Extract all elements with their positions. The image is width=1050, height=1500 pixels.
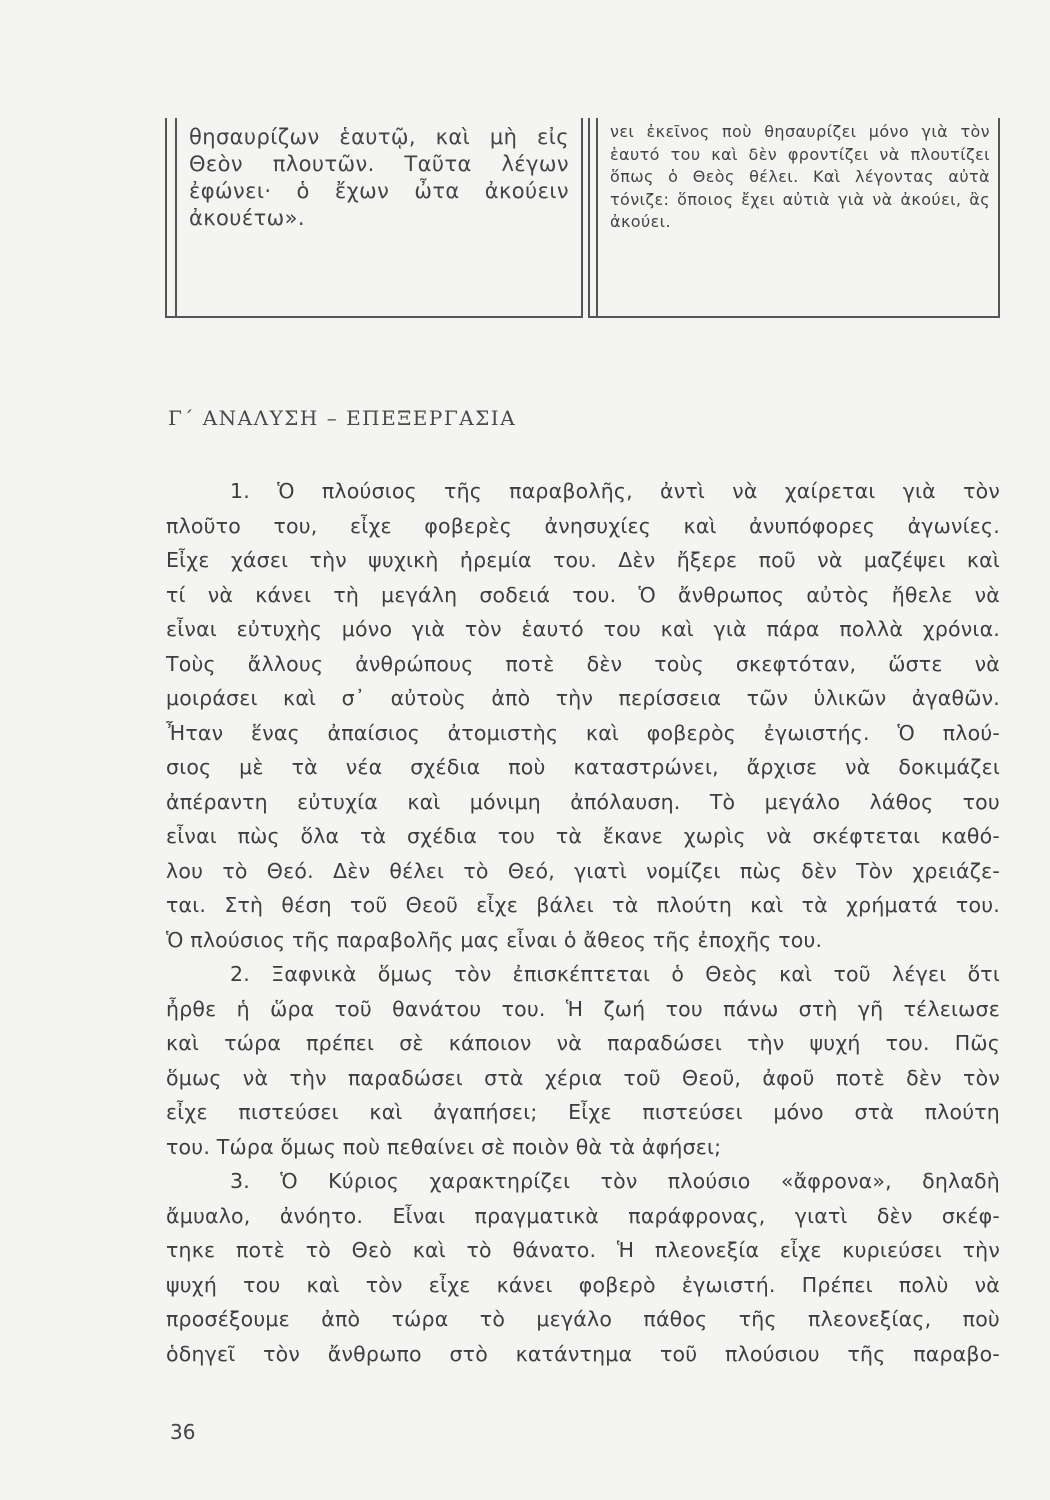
text-line: του. Τώρα ὅμως ποὺ πεθαίνει σὲ ποιὸν θὰ τὰ ἀφήσει; — [166, 1134, 722, 1159]
text-line: εἶχε πιστεύσει καὶ ἀγαπήσει; Εἶχε πιστεύσει μόνο στὰ πλούτη — [166, 1100, 1000, 1124]
right-column-text: νει ἐκεῖνος ποὺ θησαυρίζει μόνο γιὰ τὸν ἑαυτό του καὶ δὲν φροντίζει νὰ πλουτίζει ὅπως ὁ Θεὸς θέλει. Καὶ λέγοντας αὐτὰ τόνιζε: ὅποιος ἔχει αὐτιὰ γιὰ νὰ ἀκούει, ἂς ἀκούει. — [610, 122, 990, 231]
text-line: λου τὸ Θεό. Δὲν θέλει τὸ Θεό, γιατὶ νομίζει πὼς δὲν Τὸν χρειάζε- — [166, 858, 1000, 883]
text-line: τηκε ποτὲ τὸ Θεὸ καὶ τὸ θάνατο. Ἡ πλεονεξία εἶχε κυριεύσει τὴν — [166, 1238, 1000, 1262]
text-line: ἄμυαλο, ἀνόητο. Εἶναι πραγματικὰ παράφρονας, γιατὶ δὲν σκέφ- — [166, 1203, 1000, 1228]
text-line: 1. Ὁ πλούσιος τῆς παραβολῆς, ἀντὶ νὰ χαίρεται γιὰ τὸν — [230, 479, 1000, 503]
text-line: προσέξουμε ἀπὸ τώρα τὸ μεγάλο πάθος τῆς πλεονεξίας, ποὺ — [166, 1307, 1000, 1331]
text-line: εἶναι εὐτυχὴς μόνο γιὰ τὸν ἑαυτό του καὶ γιὰ πάρα πολλὰ χρόνια. — [166, 617, 1000, 641]
page-number: 36 — [170, 1420, 196, 1444]
text-line: ται. Στὴ θέση τοῦ Θεοῦ εἶχε βάλει τὰ πλούτη καὶ τὰ χρήματά του. — [166, 893, 1000, 917]
text-line: εἶναι πὼς ὅλα τὰ σχέδια του τὰ ἔκανε χωρὶς νὰ σκέφτεται καθό- — [166, 824, 1000, 848]
text-line: Ἦταν ἕνας ἀπαίσιος ἀτομιστὴς καὶ φοβερὸς ἐγωιστής. Ὁ πλού- — [166, 720, 1000, 745]
text-line: ἦρθε ἡ ὥρα τοῦ θανάτου του. Ἡ ζωή του πάνω στὴ γῆ τέλειωσε — [166, 996, 1000, 1021]
text-line: καὶ τώρα πρέπει σὲ κάποιον νὰ παραδώσει τὴν ψυχή του. Πῶς — [166, 1031, 1000, 1055]
text-line: πλοῦτο του, εἶχε φοβερὲς ἀνησυχίες καὶ ἀνυπόφορες ἀγωνίες. — [166, 513, 1000, 538]
text-line: ἀπέραντη εὐτυχία καὶ μόνιμη ἀπόλαυση. Τὸ μεγάλο λάθος του — [166, 789, 1000, 814]
text-line: ὅμως νὰ τὴν παραδώσει στὰ χέρια τοῦ Θεοῦ, ἀφοῦ ποτὲ δὲν τὸν — [166, 1065, 1000, 1090]
text-line: μοιράσει καὶ σ᾽ αὐτοὺς ἀπὸ τὴν περίσσεια τῶν ὑλικῶν ἀγαθῶν. — [166, 686, 1000, 710]
section-heading: Γ΄ ΑΝΑΛΥΣΗ – ΕΠΕΞΕΡΓΑΣΙΑ — [168, 406, 517, 430]
text-line: τί νὰ κάνει τὴ μεγάλη σοδειά του. Ὁ ἄνθρωπος αὐτὸς ἤθελε νὰ — [166, 582, 1000, 607]
text-line: 3. Ὁ Κύριος χαρακτηρίζει τὸν πλούσιο «ἄφρονα», δηλαδὴ — [230, 1169, 1000, 1193]
text-line: Ὁ πλούσιος τῆς παραβολῆς μας εἶναι ὁ ἄθεος τῆς ἐποχῆς του. — [166, 927, 823, 952]
text-line: Εἶχε χάσει τὴν ψυχικὴ ἠρεμία του. Δὲν ἤξερε ποῦ νὰ μαζέψει καὶ — [166, 548, 1000, 572]
body-text — [166, 474, 1000, 1371]
text-line: 2. Ξαφνικὰ ὅμως τὸν ἐπισκέπτεται ὁ Θεὸς καὶ τοῦ λέγει ὅτι — [230, 962, 1000, 986]
text-line: Τοὺς ἄλλους ἀνθρώπους ποτὲ δὲν τοὺς σκεφτόταν, ὥστε νὰ — [166, 651, 1000, 676]
text-line: σιος μὲ τὰ νέα σχέδια ποὺ καταστρώνει, ἄρχισε νὰ δοκιμάζει — [166, 755, 1000, 779]
left-column-box — [165, 118, 583, 318]
left-column-text: θησαυρίζων ἑαυτῷ, καὶ μὴ εἰς Θεὸν πλουτῶν. Ταῦτα λέγων ἐφώνει· ὁ ἔχων ὦτα ἀκούειν ἀκουέτω». — [189, 125, 569, 230]
text-line: ψυχή του καὶ τὸν εἶχε κάνει φοβερὸ ἐγωιστή. Πρέπει πολὺ νὰ — [166, 1272, 1000, 1297]
right-column-box — [588, 118, 1000, 318]
text-line: ὁδηγεῖ τὸν ἄνθρωπο στὸ κατάντημα τοῦ πλούσιου τῆς παραβο- — [166, 1341, 1000, 1366]
